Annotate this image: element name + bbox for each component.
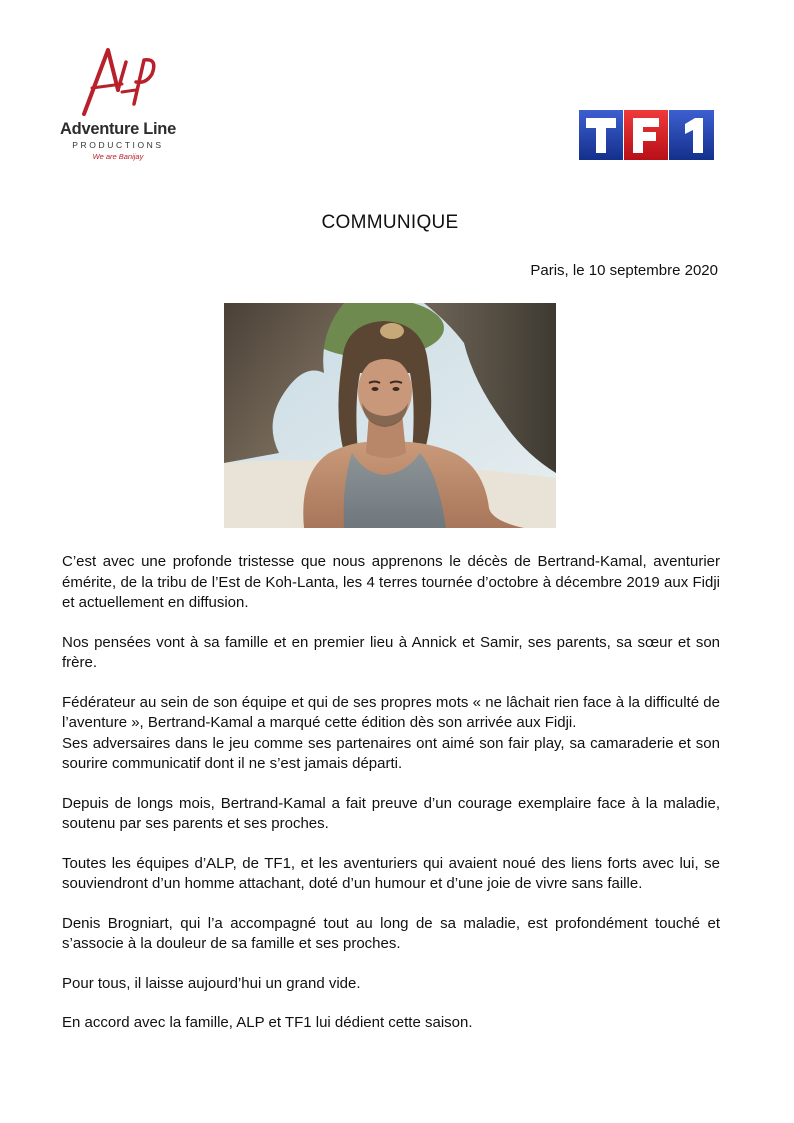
paragraph-8: Pour tous, il laisse aujourd’hui un grand vide. [62, 974, 361, 992]
dateline: Paris, le 10 septembre 2020 [530, 262, 718, 279]
paragraph-6: Toutes les équipes d’ALP, de TF1, et les aventuriers qui avaient noué des liens forts avec lui, se souviendront d’un homme attachant, doté d’un humour et d’une joie de vivre sans faille. [62, 854, 720, 892]
page-title: COMMUNIQUE [321, 212, 459, 233]
tf1-logo [579, 110, 714, 160]
alp-name: Adventure Line [60, 120, 176, 138]
alp-logo [56, 44, 180, 168]
paragraph-7: Denis Brogniart, qui l’a accompagné tout au long de sa maladie, est profondément touché et s’associe à la douleur de sa famille et ses proches. [62, 914, 720, 952]
paragraph-1: C’est avec une profonde tristesse que nous apprenons le décès de Bertrand-Kamal, aventurier émérite, de la tribu de l’Est de Koh-Lanta, les 4 terres tournée d’octobre à décembre 2019 aux Fidji et actuellement en diffusion. [62, 553, 720, 611]
paragraph-5: Depuis de longs mois, Bertrand-Kamal a fait preuve d’un courage exemplaire face à la maladie, soutenu par ses parents et ses proches. [62, 794, 720, 832]
body-text [62, 552, 720, 1034]
paragraph-9: En accord avec la famille, ALP et TF1 lui dédient cette saison. [62, 1014, 473, 1031]
alp-tagline: We are Banijay [92, 152, 144, 161]
paragraph-4: Ses adversaires dans le jeu comme ses partenaires ont aimé son fair play, sa camaraderie et son sourire communicatif dont il ne s’est jamais départi. [62, 734, 720, 772]
paragraph-2: Nos pensées vont à sa famille et en premier lieu à Annick et Samir, ses parents, sa sœur et son frère. [62, 633, 720, 671]
portrait-photo [224, 303, 556, 528]
paragraph-3: Fédérateur au sein de son équipe et qui de ses propres mots « ne lâchait rien face à la difficulté de l’aventure », Bertrand-Kamal a marqué cette édition dès son arrivée aux Fidji. [62, 693, 720, 731]
alp-subtitle: PRODUCTIONS [72, 140, 164, 150]
alp-logo-mark [78, 44, 158, 116]
